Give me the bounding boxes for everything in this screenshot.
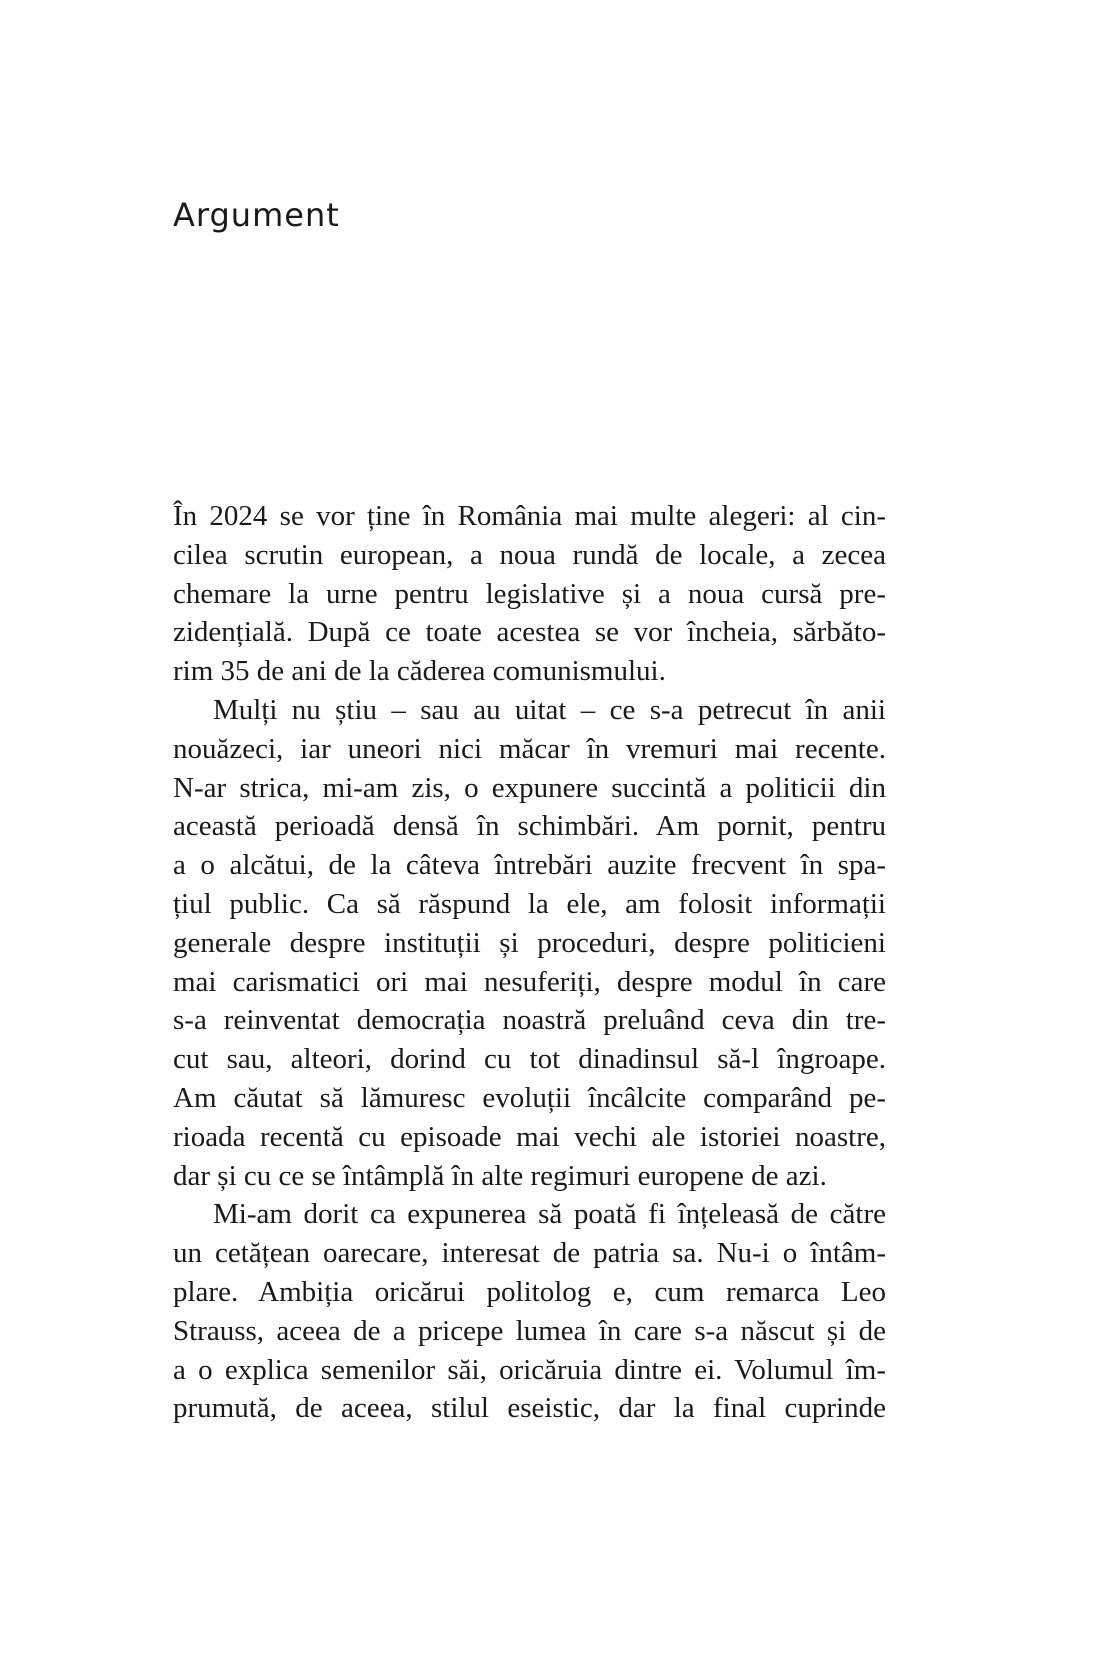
chapter-title: Argument bbox=[173, 196, 340, 234]
text-line: țiul public. Ca să răspund la ele, am folosit informații bbox=[173, 887, 886, 920]
text-line: cilea scrutin european, a noua rundă de locale, a zecea bbox=[173, 538, 886, 571]
text-line: zidențială. După ce toate acestea se vor încheia, sărbăto- bbox=[173, 616, 886, 649]
text-line: nouăzeci, iar uneori nici măcar în vremuri mai recente. bbox=[173, 732, 886, 765]
text-line: plare. Ambiția oricărui politolog e, cum remarca Leo bbox=[173, 1275, 886, 1308]
text-line: chemare la urne pentru legislative și a noua cursă pre- bbox=[173, 577, 886, 610]
text-line: a o explica semenilor săi, oricăruia dintre ei. Volumul îm- bbox=[173, 1353, 886, 1386]
text-line: Strauss, aceea de a pricepe lumea în care s-a născut și de bbox=[173, 1314, 886, 1347]
text-line: Am căutat să lămuresc evoluții încâlcite comparând pe- bbox=[173, 1081, 886, 1114]
text-line: un cetățean oarecare, interesat de patria sa. Nu-i o întâm- bbox=[173, 1237, 886, 1270]
text-line: această perioadă densă în schimbări. Am pornit, pentru bbox=[173, 810, 886, 843]
text-line: În 2024 se vor ține în România mai multe alegeri: al cin- bbox=[173, 500, 886, 532]
text-line: generale despre instituții și proceduri, despre politicieni bbox=[173, 926, 886, 959]
paragraph-3 bbox=[173, 1195, 886, 1428]
text-line: mai carismatici ori mai nesuferiți, despre modul în care bbox=[173, 965, 886, 998]
paragraph-1 bbox=[173, 497, 886, 691]
text-line: prumută, de aceea, stilul eseistic, dar la final cuprinde bbox=[173, 1392, 886, 1425]
text-line: rim 35 de ani de la căderea comunismului. bbox=[173, 655, 666, 688]
text-line: cut sau, alteori, dorind cu tot dinadinsul să-l îngroape. bbox=[173, 1043, 886, 1076]
text-line: s-a reinventat democrația noastră preluând ceva din tre- bbox=[173, 1004, 886, 1037]
text-line: Mulți nu știu – sau au uitat – ce s-a petrecut în anii bbox=[213, 693, 886, 726]
text-line: N-ar strica, mi-am zis, o expunere succintă a politicii din bbox=[173, 771, 886, 804]
text-line: rioada recentă cu episoade mai vechi ale istoriei noastre, bbox=[173, 1120, 886, 1153]
text-line: a o alcătui, de la câteva întrebări auzite frecvent în spa- bbox=[173, 849, 886, 882]
text-line: Mi-am dorit ca expunerea să poată fi înțeleasă de către bbox=[213, 1198, 886, 1231]
body-text bbox=[173, 497, 886, 1428]
text-line: dar și cu ce se întâmplă în alte regimuri europene de azi. bbox=[173, 1159, 827, 1192]
paragraph-2 bbox=[173, 691, 886, 1195]
